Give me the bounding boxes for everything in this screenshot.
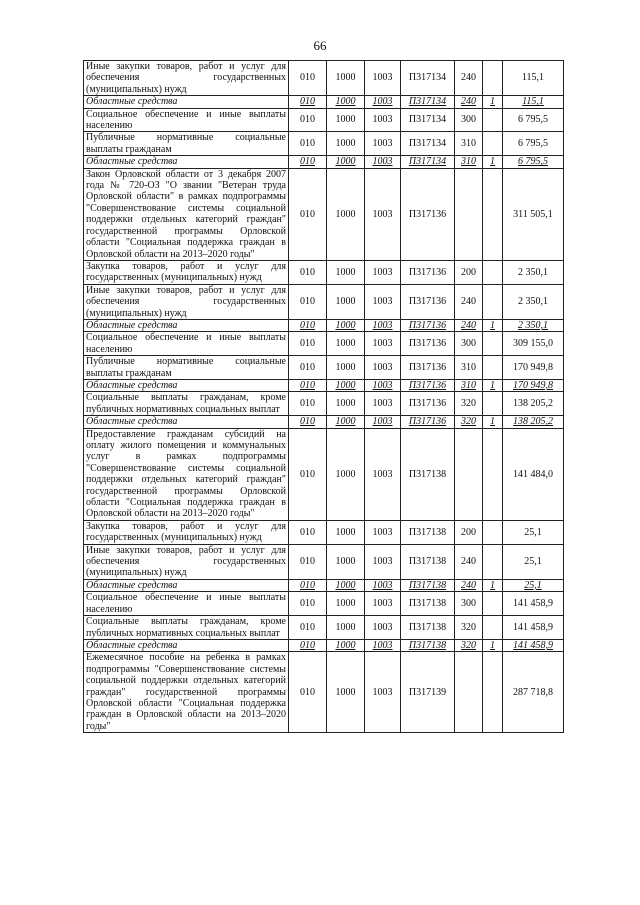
funding-source-code [483, 544, 503, 579]
expense-type-code: 240 [455, 61, 483, 96]
target-article-code: П317136 [401, 319, 455, 331]
target-article-code: П317136 [401, 392, 455, 416]
row-description: Социальные выплаты гражданам, кроме публичных нормативных социальных выплат [84, 392, 289, 416]
funding-source-code [483, 652, 503, 733]
table-row [84, 260, 564, 284]
funding-source-code [483, 168, 503, 260]
regional-funds-row [84, 156, 564, 168]
table-row [84, 108, 564, 132]
subsection-code: 1003 [365, 319, 401, 331]
expense-type-code [455, 652, 483, 733]
subsection-code: 1003 [365, 356, 401, 380]
ministry-code: 010 [289, 428, 327, 520]
table-row [84, 544, 564, 579]
section-code: 1000 [327, 392, 365, 416]
target-article-code: П317136 [401, 284, 455, 319]
regional-funds-row [84, 416, 564, 428]
target-article-code: П317136 [401, 416, 455, 428]
section-code: 1000 [327, 592, 365, 616]
amount: 141 458,9 [503, 616, 564, 640]
target-article-code: П317134 [401, 108, 455, 132]
funding-source-code [483, 260, 503, 284]
section-code: 1000 [327, 61, 365, 96]
page-number: 66 [313, 38, 327, 53]
expense-type-code: 310 [455, 356, 483, 380]
row-description: Областные средства [84, 416, 289, 428]
row-description: Областные средства [84, 319, 289, 331]
section-code: 1000 [327, 108, 365, 132]
section-code: 1000 [327, 416, 365, 428]
table-row [84, 592, 564, 616]
expense-type-code: 240 [455, 579, 483, 591]
subsection-code: 1003 [365, 96, 401, 108]
expense-type-code: 300 [455, 592, 483, 616]
regional-funds-row [84, 579, 564, 591]
row-description: Предоставление гражданам субсидий на оплату жилого помещения и коммунальных услуг в рамках подпрограммы "Совершенствование системы социальной поддержки отдельных категорий граждан" государственной программы Орловской области "Социальная поддержка граждан в Орловской области на 2013–2020 годы" [84, 428, 289, 520]
budget-table [83, 60, 564, 733]
subsection-code: 1003 [365, 156, 401, 168]
subsection-code: 1003 [365, 332, 401, 356]
target-article-code: П317136 [401, 260, 455, 284]
amount: 25,1 [503, 579, 564, 591]
funding-source-code: 1 [483, 579, 503, 591]
funding-source-code: 1 [483, 319, 503, 331]
section-code: 1000 [327, 319, 365, 331]
expense-type-code: 300 [455, 332, 483, 356]
subsection-code: 1003 [365, 428, 401, 520]
amount: 6 795,5 [503, 156, 564, 168]
ministry-code: 010 [289, 156, 327, 168]
funding-source-code: 1 [483, 639, 503, 651]
amount: 141 458,9 [503, 592, 564, 616]
ministry-code: 010 [289, 319, 327, 331]
subsection-code: 1003 [365, 61, 401, 96]
row-description: Социальное обеспечение и иные выплаты населению [84, 108, 289, 132]
expense-type-code: 240 [455, 319, 483, 331]
section-code: 1000 [327, 284, 365, 319]
row-description: Закупка товаров, работ и услуг для государственных (муниципальных) нужд [84, 520, 289, 544]
section-code: 1000 [327, 332, 365, 356]
amount: 138 205,2 [503, 392, 564, 416]
section-code: 1000 [327, 428, 365, 520]
target-article-code: П317136 [401, 332, 455, 356]
ministry-code: 010 [289, 544, 327, 579]
ministry-code: 010 [289, 639, 327, 651]
funding-source-code: 1 [483, 156, 503, 168]
section-code: 1000 [327, 616, 365, 640]
section-code: 1000 [327, 544, 365, 579]
ministry-code: 010 [289, 616, 327, 640]
section-code: 1000 [327, 168, 365, 260]
table-row [84, 616, 564, 640]
expense-type-code: 240 [455, 544, 483, 579]
subsection-code: 1003 [365, 108, 401, 132]
target-article-code: П317134 [401, 156, 455, 168]
row-description: Публичные нормативные социальные выплаты гражданам [84, 132, 289, 156]
target-article-code: П317134 [401, 61, 455, 96]
subsection-code: 1003 [365, 379, 401, 391]
expense-type-code: 320 [455, 416, 483, 428]
funding-source-code [483, 592, 503, 616]
amount: 141 458,9 [503, 639, 564, 651]
regional-funds-row [84, 96, 564, 108]
row-description: Социальное обеспечение и иные выплаты населению [84, 332, 289, 356]
target-article-code: П317138 [401, 428, 455, 520]
ministry-code: 010 [289, 416, 327, 428]
funding-source-code [483, 616, 503, 640]
ministry-code: 010 [289, 379, 327, 391]
subsection-code: 1003 [365, 544, 401, 579]
amount: 170 949,8 [503, 379, 564, 391]
table-row [84, 520, 564, 544]
funding-source-code [483, 332, 503, 356]
row-description: Закупка товаров, работ и услуг для государственных (муниципальных) нужд [84, 260, 289, 284]
amount: 311 505,1 [503, 168, 564, 260]
ministry-code: 010 [289, 96, 327, 108]
amount: 25,1 [503, 544, 564, 579]
ministry-code: 010 [289, 392, 327, 416]
amount: 138 205,2 [503, 416, 564, 428]
row-description: Закон Орловской области от 3 декабря 2007 года № 720-ОЗ "О звании "Ветеран труда Орловской области" в рамках подпрограммы "Совершенствование системы социальной поддержки отдельных категорий граждан" государственной программы Орловской области "Социальная поддержка граждан в Орловской области на 2013–2020 годы" [84, 168, 289, 260]
amount: 287 718,8 [503, 652, 564, 733]
table-row [84, 284, 564, 319]
target-article-code: П317136 [401, 379, 455, 391]
expense-type-code: 320 [455, 639, 483, 651]
funding-source-code [483, 132, 503, 156]
row-description: Иные закупки товаров, работ и услуг для обеспечения государственных (муниципальных) нужд [84, 284, 289, 319]
table-row [84, 652, 564, 733]
funding-source-code: 1 [483, 379, 503, 391]
table-row [84, 356, 564, 380]
table-body [84, 61, 564, 733]
amount: 2 350,1 [503, 260, 564, 284]
funding-source-code [483, 356, 503, 380]
table-row [84, 332, 564, 356]
expense-type-code [455, 428, 483, 520]
table-row [84, 168, 564, 260]
amount: 309 155,0 [503, 332, 564, 356]
row-description: Социальное обеспечение и иные выплаты населению [84, 592, 289, 616]
target-article-code: П317134 [401, 96, 455, 108]
row-description: Областные средства [84, 96, 289, 108]
funding-source-code [483, 428, 503, 520]
section-code: 1000 [327, 96, 365, 108]
expense-type-code: 320 [455, 392, 483, 416]
row-description: Публичные нормативные социальные выплаты гражданам [84, 356, 289, 380]
ministry-code: 010 [289, 108, 327, 132]
funding-source-code: 1 [483, 416, 503, 428]
funding-source-code [483, 61, 503, 96]
expense-type-code: 240 [455, 284, 483, 319]
funding-source-code [483, 392, 503, 416]
funding-source-code: 1 [483, 96, 503, 108]
subsection-code: 1003 [365, 260, 401, 284]
subsection-code: 1003 [365, 284, 401, 319]
subsection-code: 1003 [365, 132, 401, 156]
target-article-code: П317138 [401, 520, 455, 544]
amount: 2 350,1 [503, 319, 564, 331]
amount: 2 350,1 [503, 284, 564, 319]
target-article-code: П317136 [401, 168, 455, 260]
ministry-code: 010 [289, 260, 327, 284]
amount: 25,1 [503, 520, 564, 544]
regional-funds-row [84, 639, 564, 651]
funding-source-code [483, 520, 503, 544]
expense-type-code: 310 [455, 379, 483, 391]
ministry-code: 010 [289, 284, 327, 319]
amount: 170 949,8 [503, 356, 564, 380]
expense-type-code [455, 168, 483, 260]
row-description: Областные средства [84, 156, 289, 168]
expense-type-code: 240 [455, 96, 483, 108]
subsection-code: 1003 [365, 520, 401, 544]
target-article-code: П317138 [401, 579, 455, 591]
section-code: 1000 [327, 652, 365, 733]
table-row [84, 61, 564, 96]
subsection-code: 1003 [365, 392, 401, 416]
row-description: Областные средства [84, 639, 289, 651]
subsection-code: 1003 [365, 652, 401, 733]
ministry-code: 010 [289, 168, 327, 260]
ministry-code: 010 [289, 61, 327, 96]
section-code: 1000 [327, 132, 365, 156]
row-description: Социальные выплаты гражданам, кроме публичных нормативных социальных выплат [84, 616, 289, 640]
ministry-code: 010 [289, 356, 327, 380]
funding-source-code [483, 284, 503, 319]
section-code: 1000 [327, 156, 365, 168]
row-description: Ежемесячное пособие на ребенка в рамках подпрограммы "Совершенствование системы социальной поддержки отдельных категорий граждан" государственной программы Орловской области "Социальная поддержка граждан в Орловской области на 2013–2020 годы" [84, 652, 289, 733]
ministry-code: 010 [289, 652, 327, 733]
ministry-code: 010 [289, 332, 327, 356]
target-article-code: П317138 [401, 639, 455, 651]
subsection-code: 1003 [365, 639, 401, 651]
amount: 115,1 [503, 61, 564, 96]
target-article-code: П317139 [401, 652, 455, 733]
expense-type-code: 310 [455, 132, 483, 156]
amount: 115,1 [503, 96, 564, 108]
row-description: Областные средства [84, 579, 289, 591]
section-code: 1000 [327, 579, 365, 591]
expense-type-code: 300 [455, 108, 483, 132]
section-code: 1000 [327, 356, 365, 380]
amount: 141 484,0 [503, 428, 564, 520]
section-code: 1000 [327, 379, 365, 391]
amount: 6 795,5 [503, 132, 564, 156]
expense-type-code: 310 [455, 156, 483, 168]
section-code: 1000 [327, 260, 365, 284]
ministry-code: 010 [289, 520, 327, 544]
expense-type-code: 200 [455, 520, 483, 544]
section-code: 1000 [327, 639, 365, 651]
regional-funds-row [84, 319, 564, 331]
target-article-code: П317136 [401, 356, 455, 380]
expense-type-code: 200 [455, 260, 483, 284]
section-code: 1000 [327, 520, 365, 544]
target-article-code: П317138 [401, 592, 455, 616]
table-row [84, 428, 564, 520]
subsection-code: 1003 [365, 579, 401, 591]
target-article-code: П317138 [401, 616, 455, 640]
row-description: Иные закупки товаров, работ и услуг для обеспечения государственных (муниципальных) нужд [84, 544, 289, 579]
row-description: Иные закупки товаров, работ и услуг для обеспечения государственных (муниципальных) нужд [84, 61, 289, 96]
table-row [84, 132, 564, 156]
subsection-code: 1003 [365, 416, 401, 428]
ministry-code: 010 [289, 132, 327, 156]
expense-type-code: 320 [455, 616, 483, 640]
regional-funds-row [84, 379, 564, 391]
target-article-code: П317138 [401, 544, 455, 579]
target-article-code: П317134 [401, 132, 455, 156]
funding-source-code [483, 108, 503, 132]
ministry-code: 010 [289, 592, 327, 616]
ministry-code: 010 [289, 579, 327, 591]
row-description: Областные средства [84, 379, 289, 391]
subsection-code: 1003 [365, 592, 401, 616]
subsection-code: 1003 [365, 616, 401, 640]
amount: 6 795,5 [503, 108, 564, 132]
subsection-code: 1003 [365, 168, 401, 260]
table-row [84, 392, 564, 416]
